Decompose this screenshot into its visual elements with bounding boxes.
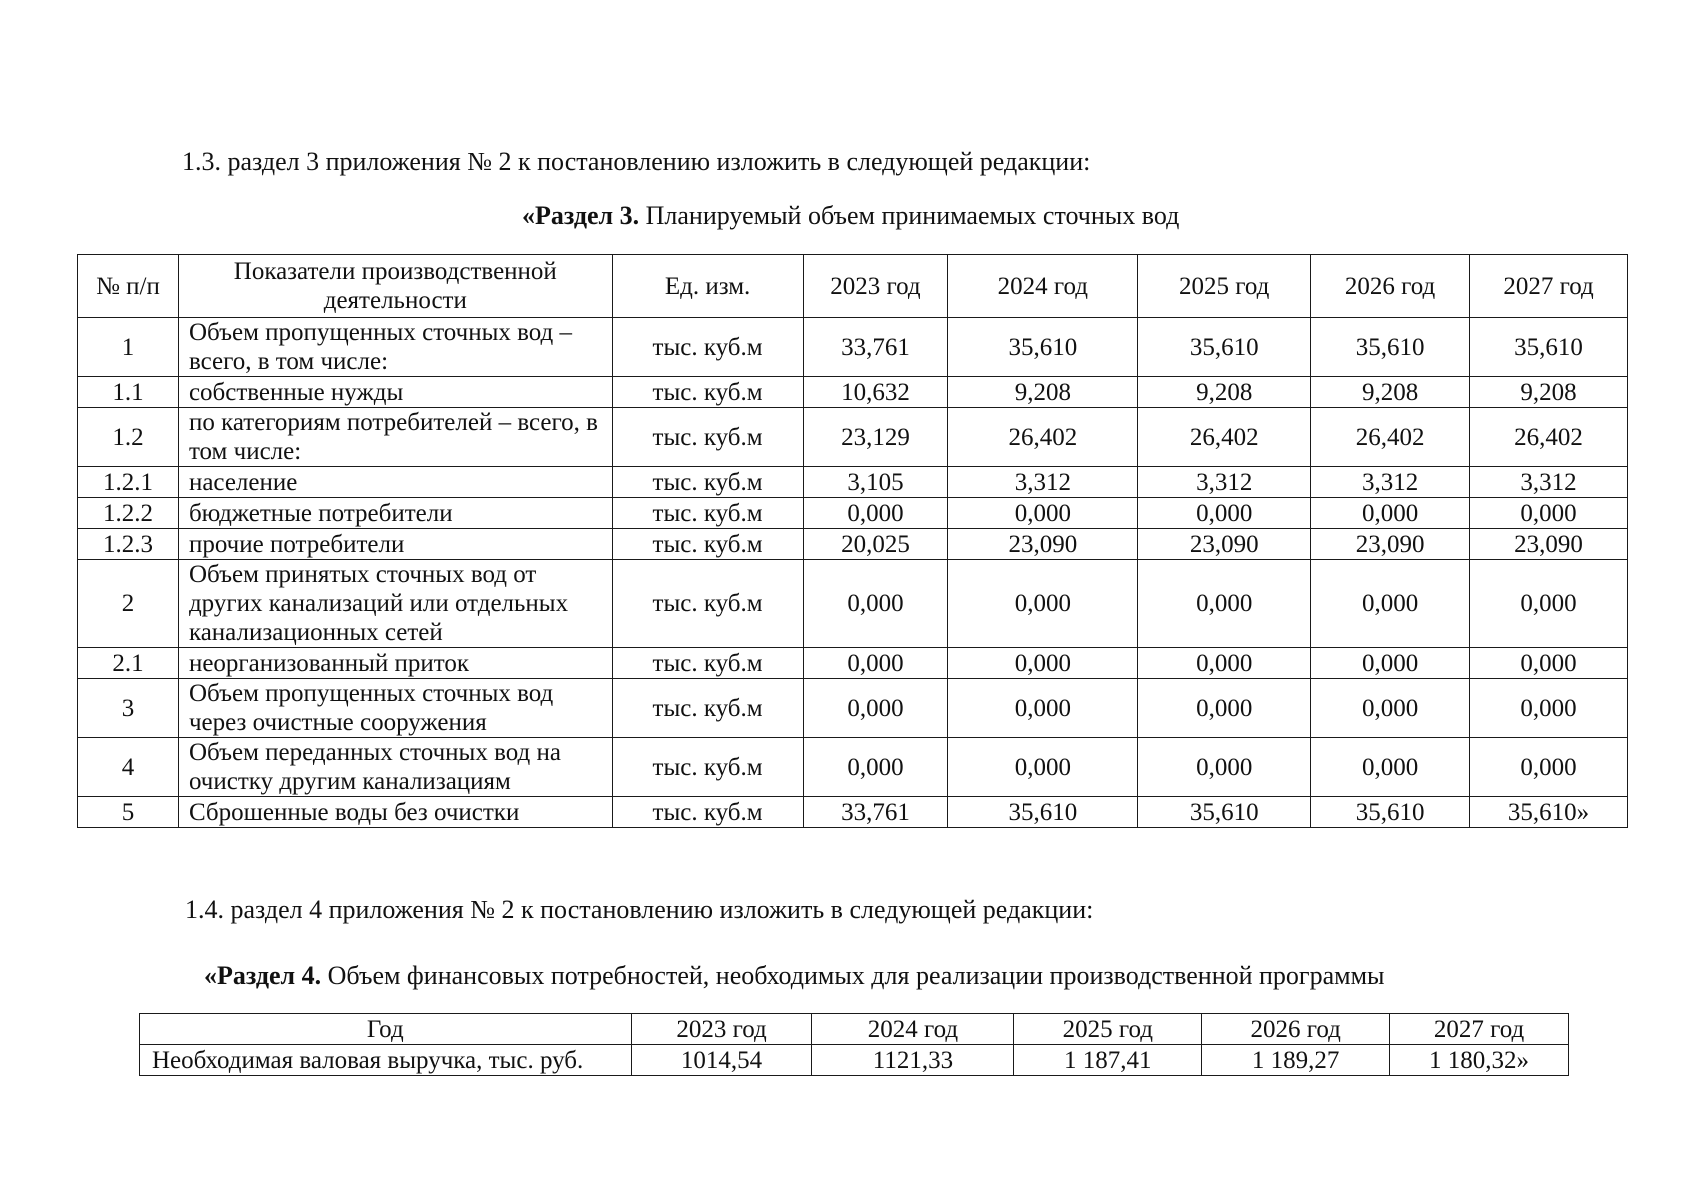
section-4-heading-bold: «Раздел 4. xyxy=(204,961,322,990)
row-indicator: собственные нужды xyxy=(178,377,612,408)
value-2027: 1 180,32» xyxy=(1390,1045,1569,1076)
row-indicator: Сброшенные воды без очистки xyxy=(178,797,612,828)
row-indicator: население xyxy=(178,467,612,498)
header-indicator: Показатели производственной деятельности xyxy=(178,255,612,318)
header-year-2027: 2027 год xyxy=(1470,255,1628,318)
row-unit: тыс. куб.м xyxy=(612,679,803,738)
header-year-2026: 2026 год xyxy=(1311,255,1470,318)
value-2024: 35,610 xyxy=(948,318,1138,377)
value-2023: 10,632 xyxy=(803,377,948,408)
row-unit: тыс. куб.м xyxy=(612,560,803,648)
value-2023: 0,000 xyxy=(803,560,948,648)
value-2024: 9,208 xyxy=(948,377,1138,408)
table-row xyxy=(78,318,1628,377)
table-row xyxy=(78,797,1628,828)
value-2024: 3,312 xyxy=(948,467,1138,498)
value-2025: 0,000 xyxy=(1138,560,1311,648)
header-year-2026: 2026 год xyxy=(1202,1014,1390,1045)
header-year-2025: 2025 год xyxy=(1138,255,1311,318)
header-number: № п/п xyxy=(78,255,179,318)
row-indicator: Объем пропущенных сточных вод – всего, в том числе: xyxy=(178,318,612,377)
row-indicator: по категориям потребителей – всего, в том числе: xyxy=(178,408,612,467)
table-row xyxy=(78,738,1628,797)
value-2024: 35,610 xyxy=(948,797,1138,828)
value-2027: 26,402 xyxy=(1470,408,1628,467)
value-2027: 0,000 xyxy=(1470,738,1628,797)
row-number: 1.2.1 xyxy=(78,467,179,498)
value-2025: 0,000 xyxy=(1138,738,1311,797)
row-number: 1.2.3 xyxy=(78,529,179,560)
value-2023: 23,129 xyxy=(803,408,948,467)
value-2023: 3,105 xyxy=(803,467,948,498)
table-row xyxy=(78,467,1628,498)
row-unit: тыс. куб.м xyxy=(612,738,803,797)
value-2025: 0,000 xyxy=(1138,648,1311,679)
value-2027: 0,000 xyxy=(1470,498,1628,529)
header-year-2024: 2024 год xyxy=(812,1014,1014,1045)
value-2025: 23,090 xyxy=(1138,529,1311,560)
value-2025: 1 187,41 xyxy=(1014,1045,1202,1076)
section-4-table xyxy=(139,1013,1569,1076)
value-2023: 0,000 xyxy=(803,738,948,797)
row-indicator: прочие потребители xyxy=(178,529,612,560)
value-2024: 0,000 xyxy=(948,738,1138,797)
value-2023: 0,000 xyxy=(803,648,948,679)
value-2026: 0,000 xyxy=(1311,738,1470,797)
value-2026: 1 189,27 xyxy=(1202,1045,1390,1076)
header-year: Год xyxy=(140,1014,632,1045)
value-2024: 1121,33 xyxy=(812,1045,1014,1076)
table-row xyxy=(78,560,1628,648)
value-2025: 35,610 xyxy=(1138,797,1311,828)
row-number: 1.2.2 xyxy=(78,498,179,529)
section-3-table xyxy=(77,254,1628,828)
row-number: 1 xyxy=(78,318,179,377)
value-2023: 33,761 xyxy=(803,318,948,377)
row-number: 2 xyxy=(78,560,179,648)
value-2024: 0,000 xyxy=(948,560,1138,648)
table-header-row xyxy=(78,255,1628,318)
section-4-heading xyxy=(204,961,1385,991)
value-2023: 0,000 xyxy=(803,498,948,529)
row-unit: тыс. куб.м xyxy=(612,529,803,560)
value-2026: 0,000 xyxy=(1311,648,1470,679)
header-unit: Ед. изм. xyxy=(612,255,803,318)
value-2025: 9,208 xyxy=(1138,377,1311,408)
table-row xyxy=(78,648,1628,679)
value-2027: 3,312 xyxy=(1470,467,1628,498)
row-unit: тыс. куб.м xyxy=(612,408,803,467)
table-row xyxy=(78,529,1628,560)
row-unit: тыс. куб.м xyxy=(612,648,803,679)
row-label-revenue: Необходимая валовая выручка, тыс. руб. xyxy=(140,1045,632,1076)
value-2025: 3,312 xyxy=(1138,467,1311,498)
value-2027: 9,208 xyxy=(1470,377,1628,408)
value-2026: 0,000 xyxy=(1311,679,1470,738)
value-2026: 3,312 xyxy=(1311,467,1470,498)
row-number: 1.1 xyxy=(78,377,179,408)
value-2024: 26,402 xyxy=(948,408,1138,467)
value-2026: 35,610 xyxy=(1311,797,1470,828)
row-indicator: Объем пропущенных сточных вод через очистные сооружения xyxy=(178,679,612,738)
value-2026: 0,000 xyxy=(1311,498,1470,529)
value-2023: 1014,54 xyxy=(631,1045,812,1076)
table-row xyxy=(78,498,1628,529)
row-unit: тыс. куб.м xyxy=(612,318,803,377)
section-3-heading-bold: «Раздел 3. xyxy=(522,201,640,230)
row-unit: тыс. куб.м xyxy=(612,377,803,408)
value-2024: 0,000 xyxy=(948,498,1138,529)
table-header-row xyxy=(140,1014,1569,1045)
header-year-2024: 2024 год xyxy=(948,255,1138,318)
table-row xyxy=(78,408,1628,467)
row-indicator: Объем принятых сточных вод от других канализаций или отдельных канализационных сетей xyxy=(178,560,612,648)
value-2026: 9,208 xyxy=(1311,377,1470,408)
value-2027: 0,000 xyxy=(1470,648,1628,679)
value-2025: 0,000 xyxy=(1138,498,1311,529)
value-2026: 35,610 xyxy=(1311,318,1470,377)
section-3-heading-text: Планируемый объем принимаемых сточных вод xyxy=(639,201,1180,230)
value-2023: 20,025 xyxy=(803,529,948,560)
value-2027: 35,610 xyxy=(1470,318,1628,377)
row-indicator: неорганизованный приток xyxy=(178,648,612,679)
table-row xyxy=(78,679,1628,738)
value-2025: 0,000 xyxy=(1138,679,1311,738)
row-unit: тыс. куб.м xyxy=(612,467,803,498)
row-indicator: Объем переданных сточных вод на очистку другим канализациям xyxy=(178,738,612,797)
value-2024: 23,090 xyxy=(948,529,1138,560)
row-number: 1.2 xyxy=(78,408,179,467)
row-number: 3 xyxy=(78,679,179,738)
value-2024: 0,000 xyxy=(948,679,1138,738)
value-2025: 35,610 xyxy=(1138,318,1311,377)
row-indicator: бюджетные потребители xyxy=(178,498,612,529)
value-2026: 23,090 xyxy=(1311,529,1470,560)
row-unit: тыс. куб.м xyxy=(612,797,803,828)
header-year-2027: 2027 год xyxy=(1390,1014,1569,1045)
table-row xyxy=(140,1045,1569,1076)
value-2024: 0,000 xyxy=(948,648,1138,679)
row-number: 2.1 xyxy=(78,648,179,679)
row-number: 5 xyxy=(78,797,179,828)
value-2027: 0,000 xyxy=(1470,560,1628,648)
paragraph-1-4: 1.4. раздел 4 приложения № 2 к постановлению изложить в следующей редакции: xyxy=(185,895,1094,924)
value-2027: 0,000 xyxy=(1470,679,1628,738)
header-year-2023: 2023 год xyxy=(803,255,948,318)
header-year-2023: 2023 год xyxy=(631,1014,812,1045)
table-row xyxy=(78,377,1628,408)
value-2023: 33,761 xyxy=(803,797,948,828)
header-year-2025: 2025 год xyxy=(1014,1014,1202,1045)
value-2027: 23,090 xyxy=(1470,529,1628,560)
value-2025: 26,402 xyxy=(1138,408,1311,467)
section-4-heading-text: Объем финансовых потребностей, необходимых для реализации производственной программы xyxy=(321,961,1385,990)
section-3-heading xyxy=(522,201,1179,231)
value-2027: 35,610» xyxy=(1470,797,1628,828)
row-number: 4 xyxy=(78,738,179,797)
value-2023: 0,000 xyxy=(803,679,948,738)
paragraph-1-3: 1.3. раздел 3 приложения № 2 к постановлению изложить в следующей редакции: xyxy=(182,147,1091,176)
value-2026: 0,000 xyxy=(1311,560,1470,648)
row-unit: тыс. куб.м xyxy=(612,498,803,529)
value-2026: 26,402 xyxy=(1311,408,1470,467)
